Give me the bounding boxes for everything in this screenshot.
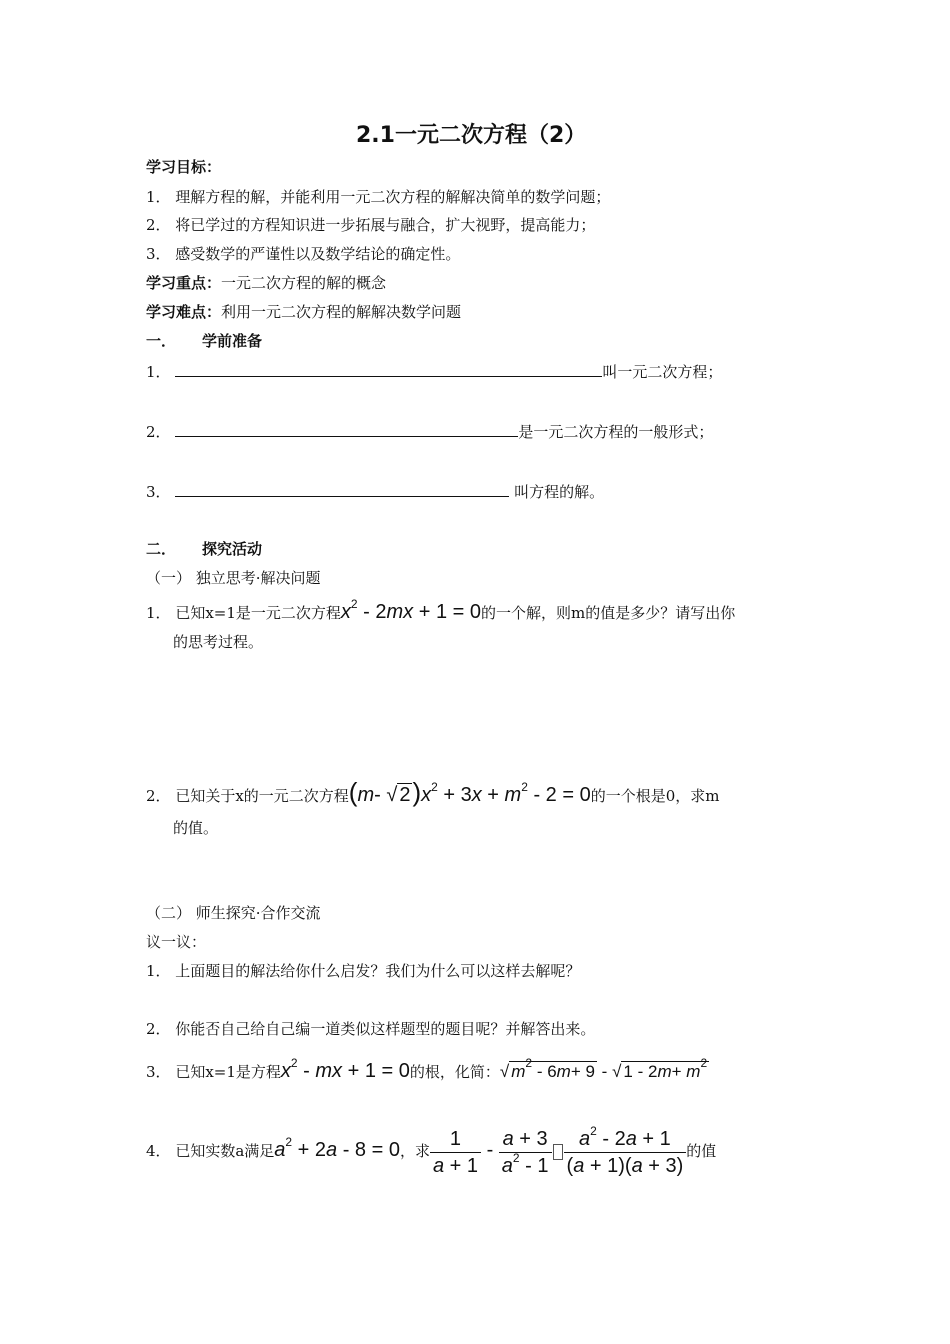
section2-heading: 探究活动 bbox=[202, 540, 263, 558]
discuss-item: 1． 上面题目的解法给你什么启发？我们为什么可以这样去解呢？ bbox=[146, 962, 581, 980]
question-number: 2． bbox=[146, 787, 171, 805]
discuss-label: 议一议： bbox=[146, 933, 207, 951]
discuss-item-4: 4． 已知实数a满足$a^2 + 2a - 8 = 0$，求 $\frac{1}{a + 1}$ - $\frac{a + 3}{a^2 - 1}$ $\frac{a^2 - 2a + 1}{(a + 1)(a + 3)}$ 的值 bbox=[146, 1123, 717, 1177]
sqrt: √ 2 bbox=[386, 784, 411, 806]
difficulty-label: 学习难点： bbox=[146, 303, 222, 321]
item-suffix: 叫一元二次方程； bbox=[602, 363, 723, 381]
question-text: 的值 bbox=[686, 1142, 717, 1160]
question-text: 已知x=1是方程 bbox=[175, 1063, 281, 1081]
question-text: 已知实数a满足 bbox=[175, 1142, 275, 1160]
subsection-heading: （二） 师生探究·合作交流 bbox=[146, 904, 321, 922]
equation: $x^2 - 2mx + 1 = 0$ bbox=[340, 597, 482, 623]
question-text: 的根，化简： bbox=[409, 1063, 500, 1081]
question-number: 1． bbox=[146, 604, 171, 622]
focus-line bbox=[146, 273, 386, 293]
discuss-item: 2． 你能否自己给自己编一道类似这样题型的题目呢？并解答出来。 bbox=[146, 1020, 596, 1038]
item-number: 3． bbox=[146, 483, 171, 501]
fill-blank-item bbox=[146, 480, 604, 502]
fraction: $\frac{1}{a + 1}$ bbox=[430, 1126, 481, 1179]
goals-label: 学习目标： bbox=[146, 158, 222, 176]
page-title: 2.1一元二次方程（2） bbox=[356, 123, 587, 148]
question-text-cont: 的值。 bbox=[173, 819, 219, 837]
goal-item: 2． 将已学过的方程知识进一步拓展与融合，扩大视野，提高能力； bbox=[146, 216, 596, 234]
question-text: ，求 bbox=[399, 1142, 430, 1160]
fill-blank-item bbox=[146, 360, 722, 382]
question-number: 3． bbox=[146, 1063, 171, 1081]
section1-heading-num: 一． bbox=[146, 332, 177, 350]
expression: √ $m^2 - 6m+ 9$ - √ $1 - 2m+ m^2$ bbox=[499, 1056, 708, 1081]
item-suffix: 是一元二次方程的一般形式； bbox=[518, 423, 714, 441]
goal-item: 1． 理解方程的解，并能利用一元二次方程的解解决简单的数学问题； bbox=[146, 188, 611, 206]
equation: (m- √ $2)x^2 + 3x + m^2 - 2 = 0$ bbox=[348, 777, 591, 807]
fill-blank-item bbox=[146, 420, 713, 442]
section2-heading-num: 二． bbox=[146, 540, 177, 558]
fraction: $\frac{a^2 - 2a + 1}{(a + 1)(a + 3)}$ bbox=[564, 1126, 687, 1179]
question-text: 已知x=1是一元二次方程 bbox=[175, 604, 341, 622]
focus-label: 学习重点： bbox=[146, 274, 222, 292]
fraction: $\frac{a + 3}{a^2 - 1}$ bbox=[499, 1126, 552, 1179]
answer-blank[interactable] bbox=[175, 480, 509, 497]
answer-blank[interactable] bbox=[175, 420, 518, 437]
equation: $x^2$ - mx + 1 = 0 bbox=[280, 1056, 410, 1082]
question-text-cont: 的思考过程。 bbox=[173, 633, 264, 651]
item-number: 1． bbox=[146, 363, 171, 381]
question-2 bbox=[146, 777, 720, 808]
placeholder-box bbox=[553, 1144, 563, 1160]
item-suffix: 叫方程的解。 bbox=[509, 483, 605, 501]
focus-text: 一元二次方程的解的概念 bbox=[221, 274, 387, 292]
question-text: 的一个根是0，求m bbox=[590, 787, 720, 805]
question-1 bbox=[146, 597, 736, 625]
equation: $a^2 + 2a - 8 = 0$ bbox=[274, 1135, 400, 1161]
question-text: 已知关于x的一元二次方程 bbox=[175, 787, 349, 805]
difficulty-line bbox=[146, 302, 461, 322]
goal-item: 3． 感受数学的严谨性以及数学结论的确定性。 bbox=[146, 245, 461, 263]
question-text: 的一个解，则m的值是多少？请写出你 bbox=[481, 604, 736, 622]
subsection-heading: （一） 独立思考·解决问题 bbox=[146, 569, 321, 587]
answer-blank[interactable] bbox=[175, 360, 602, 377]
item-number: 2． bbox=[146, 423, 171, 441]
discuss-item-3 bbox=[146, 1058, 709, 1085]
section1-heading: 学前准备 bbox=[202, 332, 263, 350]
difficulty-text: 利用一元二次方程的解解决数学问题 bbox=[221, 303, 462, 321]
question-number: 4． bbox=[146, 1142, 171, 1160]
